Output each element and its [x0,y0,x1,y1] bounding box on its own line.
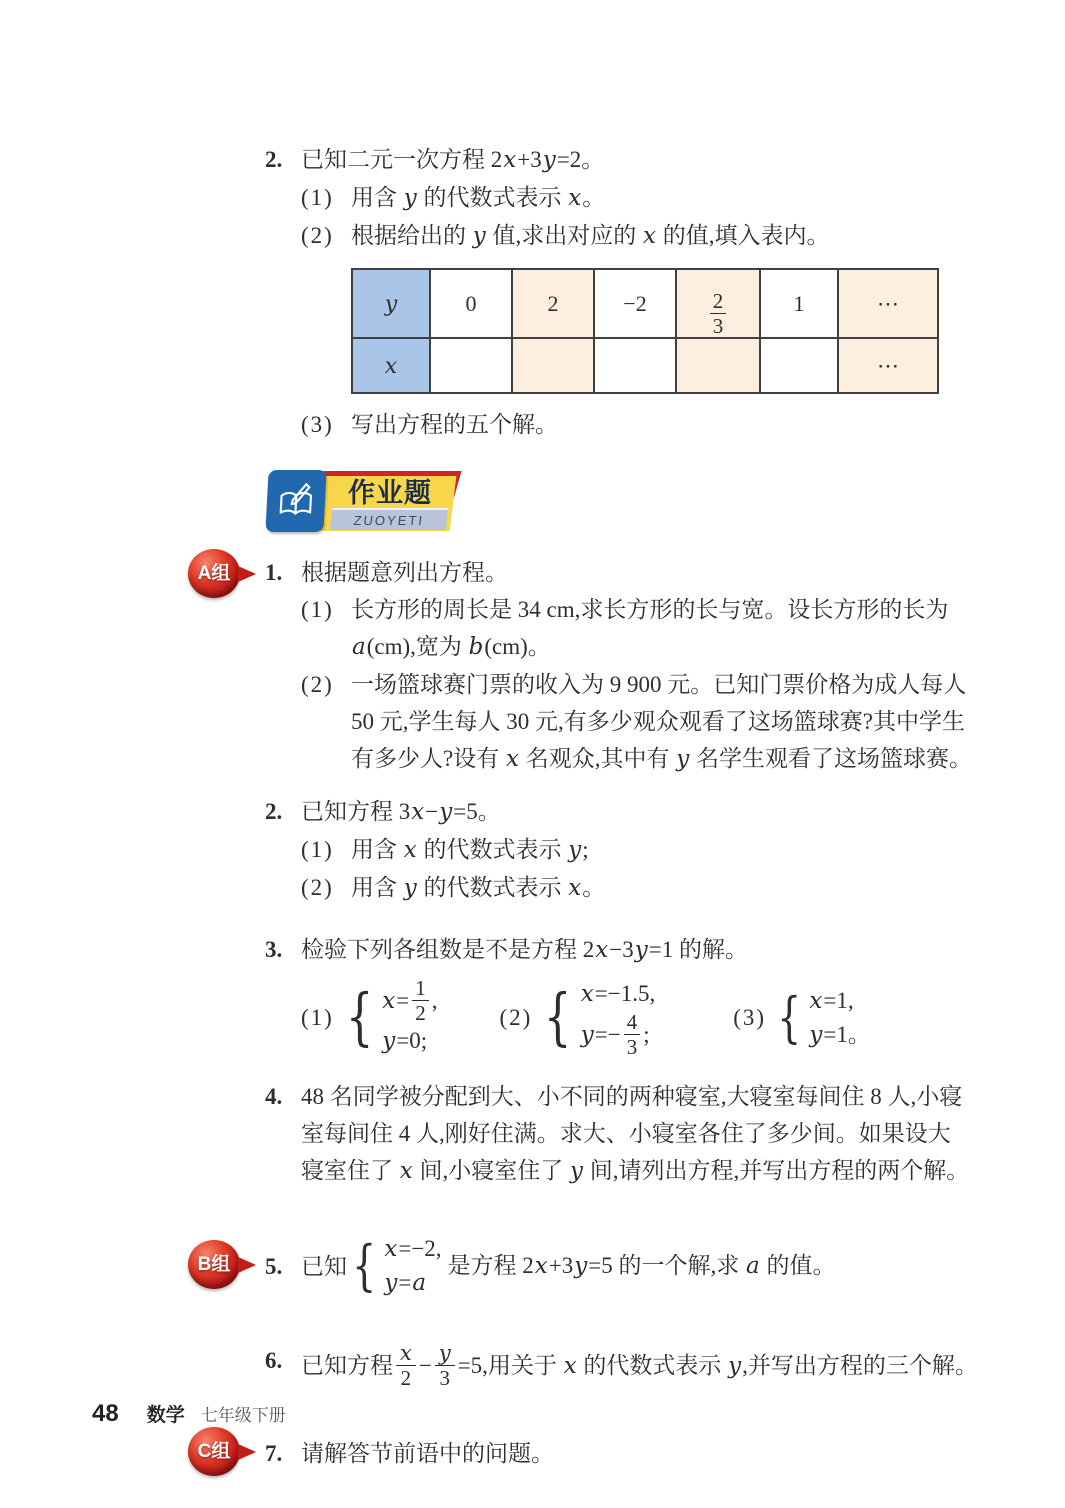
table-row-x [352,338,938,393]
badge-pointer [238,566,256,582]
x-cell-blank [512,338,594,393]
row-label-x: x [352,338,430,393]
x-cell-blank [594,338,676,393]
problem-stem: 已知二元一次方程 2x+3y=2。 [301,147,605,173]
banner-pinyin: ZUOYETI [330,508,449,530]
x-cell-blank [676,338,760,393]
badge-pointer [238,1257,256,1273]
x-cell-ellipsis: ⋯ [838,338,938,393]
problem-stem: 已知方程 3x−y=5。 [301,799,501,825]
sub-item-1: (1) 用含 y 的代数式表示 x。 [301,185,606,211]
badge-pointer [238,1444,256,1460]
problem-a2: 2. 已知方程 3x−y=5。 (1) 用含 x 的代数式表示 y; (2) 用含 y 的代数式表示 x。 [265,793,941,907]
sub-item-1: (1) 长方形的周长是 34 cm,求长方形的长与宽。设长方形的长为 a(cm),宽为 b(cm)。 [301,597,949,660]
brace: { [544,980,572,1054]
group-c-label: C组 [188,1427,240,1476]
system-3: (3) { x =1, y =1。 [733,985,871,1049]
subject-label: 数学 [146,1405,185,1426]
group-b-badge [188,1240,260,1292]
problem-stem: 检验下列各组数是不是方程 2x−3y=1 的解。 [301,937,748,963]
sub-item-2: (2) 一场篮球赛门票的收入为 9 900 元。已知门票价格为成人每人 50 元,学生每人 30 元,有多少观众观看了这场篮球赛?其中学生 有多少人?设有 x 名观众,其中有 y 名学生观看了这场篮球赛。 [301,672,972,772]
problem-number: 2. [265,147,283,172]
brace: { [345,980,374,1054]
problem-stem: 根据题意列出方程。 [301,560,508,585]
x-cell-blank [760,338,838,393]
book-pencil-icon [265,470,326,532]
solution-candidates [301,977,941,1058]
homework-banner [267,470,467,536]
group-a-label: A组 [188,549,240,598]
group-c-badge [188,1427,260,1479]
y-cell: 1 [760,269,838,338]
page-footer [92,1400,286,1428]
group-a-badge [188,549,260,601]
problem-a4: 4. 48 名同学被分配到大、小不同的两种寝室,大寝室每间住 8 人,小寝 室每间住 4 人,刚好住满。求大、小寝室各住了多少间。如果设大 寝室住了 x 间,小寝室住了 y 间,请列出方程,并写出方程的两个解。 [265,1084,970,1184]
problem-a3: 3. 检验下列各组数是不是方程 2x−3y=1 的解。 (1) { x= $\frac{1}{2}$ , y =0; (2) { x =−1.5, y=− $\frac{4}{3}$ ; (3) { x =1, y =1。 [265,931,941,1058]
y-cell: 2 [512,269,594,338]
fraction-y-over-3: $\frac{y}{3}$ [435,1342,455,1389]
brace: { [352,1234,377,1298]
system-1: (1) { x= $\frac{1}{2}$ , y =0; [301,976,438,1054]
y-cell-ellipsis: ⋯ [838,269,938,338]
problem-b5: B组 5. 已知 { x =−2, y = a 是方程 2x+3y=5 的一个解,求 a 的值。 [265,1232,941,1300]
row-label-y: y [352,269,430,338]
y-cell: 0 [430,269,512,338]
system-2: (2) { x =−1.5, y=− $\frac{4}{3}$ ; [499,980,656,1059]
xy-values-table [351,268,939,394]
group-b-label: B组 [188,1240,240,1289]
sub-item-3: (3) 写出方程的五个解。 [301,412,558,437]
problem-c7: C组 7. 请解答节前语中的问题。 [265,1435,941,1472]
fraction-x-over-2: $\frac{x}{2}$ [396,1342,416,1389]
brace: { [777,985,802,1049]
x-cell-blank [430,338,512,393]
review-problem-2 [265,141,941,443]
problem-b6: 6. 已知方程 $\frac{x}{2}$ − $\frac{y}{3}$ =5, 用关于 x 的代数式表示 y,并写出方程的三个解。 [265,1341,978,1390]
problem-a1: A组 1. 根据题意列出方程。 (1) 长方形的周长是 34 cm,求长方形的长与宽。设长方形的长为 a(cm),宽为 b(cm)。 (2) 一场篮球赛门票的收入为 9 900 元。已知门票价格为成人每人 50 元,学生每人 30 元,有多少观众观看了这场篮球赛?其中学生 有多少人?设有 x 名观众,其中有 y 名学生观看了这场篮球赛。 [265,554,941,778]
page-number: 48 [92,1400,119,1427]
y-cell-fraction: $\frac{2}{3}$ [676,269,760,338]
volume-label: 七年级下册 [200,1406,286,1425]
table-row-y [352,269,938,338]
y-cell: −2 [594,269,676,338]
banner-title: 作业题 [348,478,432,508]
sub-item-2: (2) 根据给出的 y 值,求出对应的 x 的值,填入表内。 [301,223,830,249]
